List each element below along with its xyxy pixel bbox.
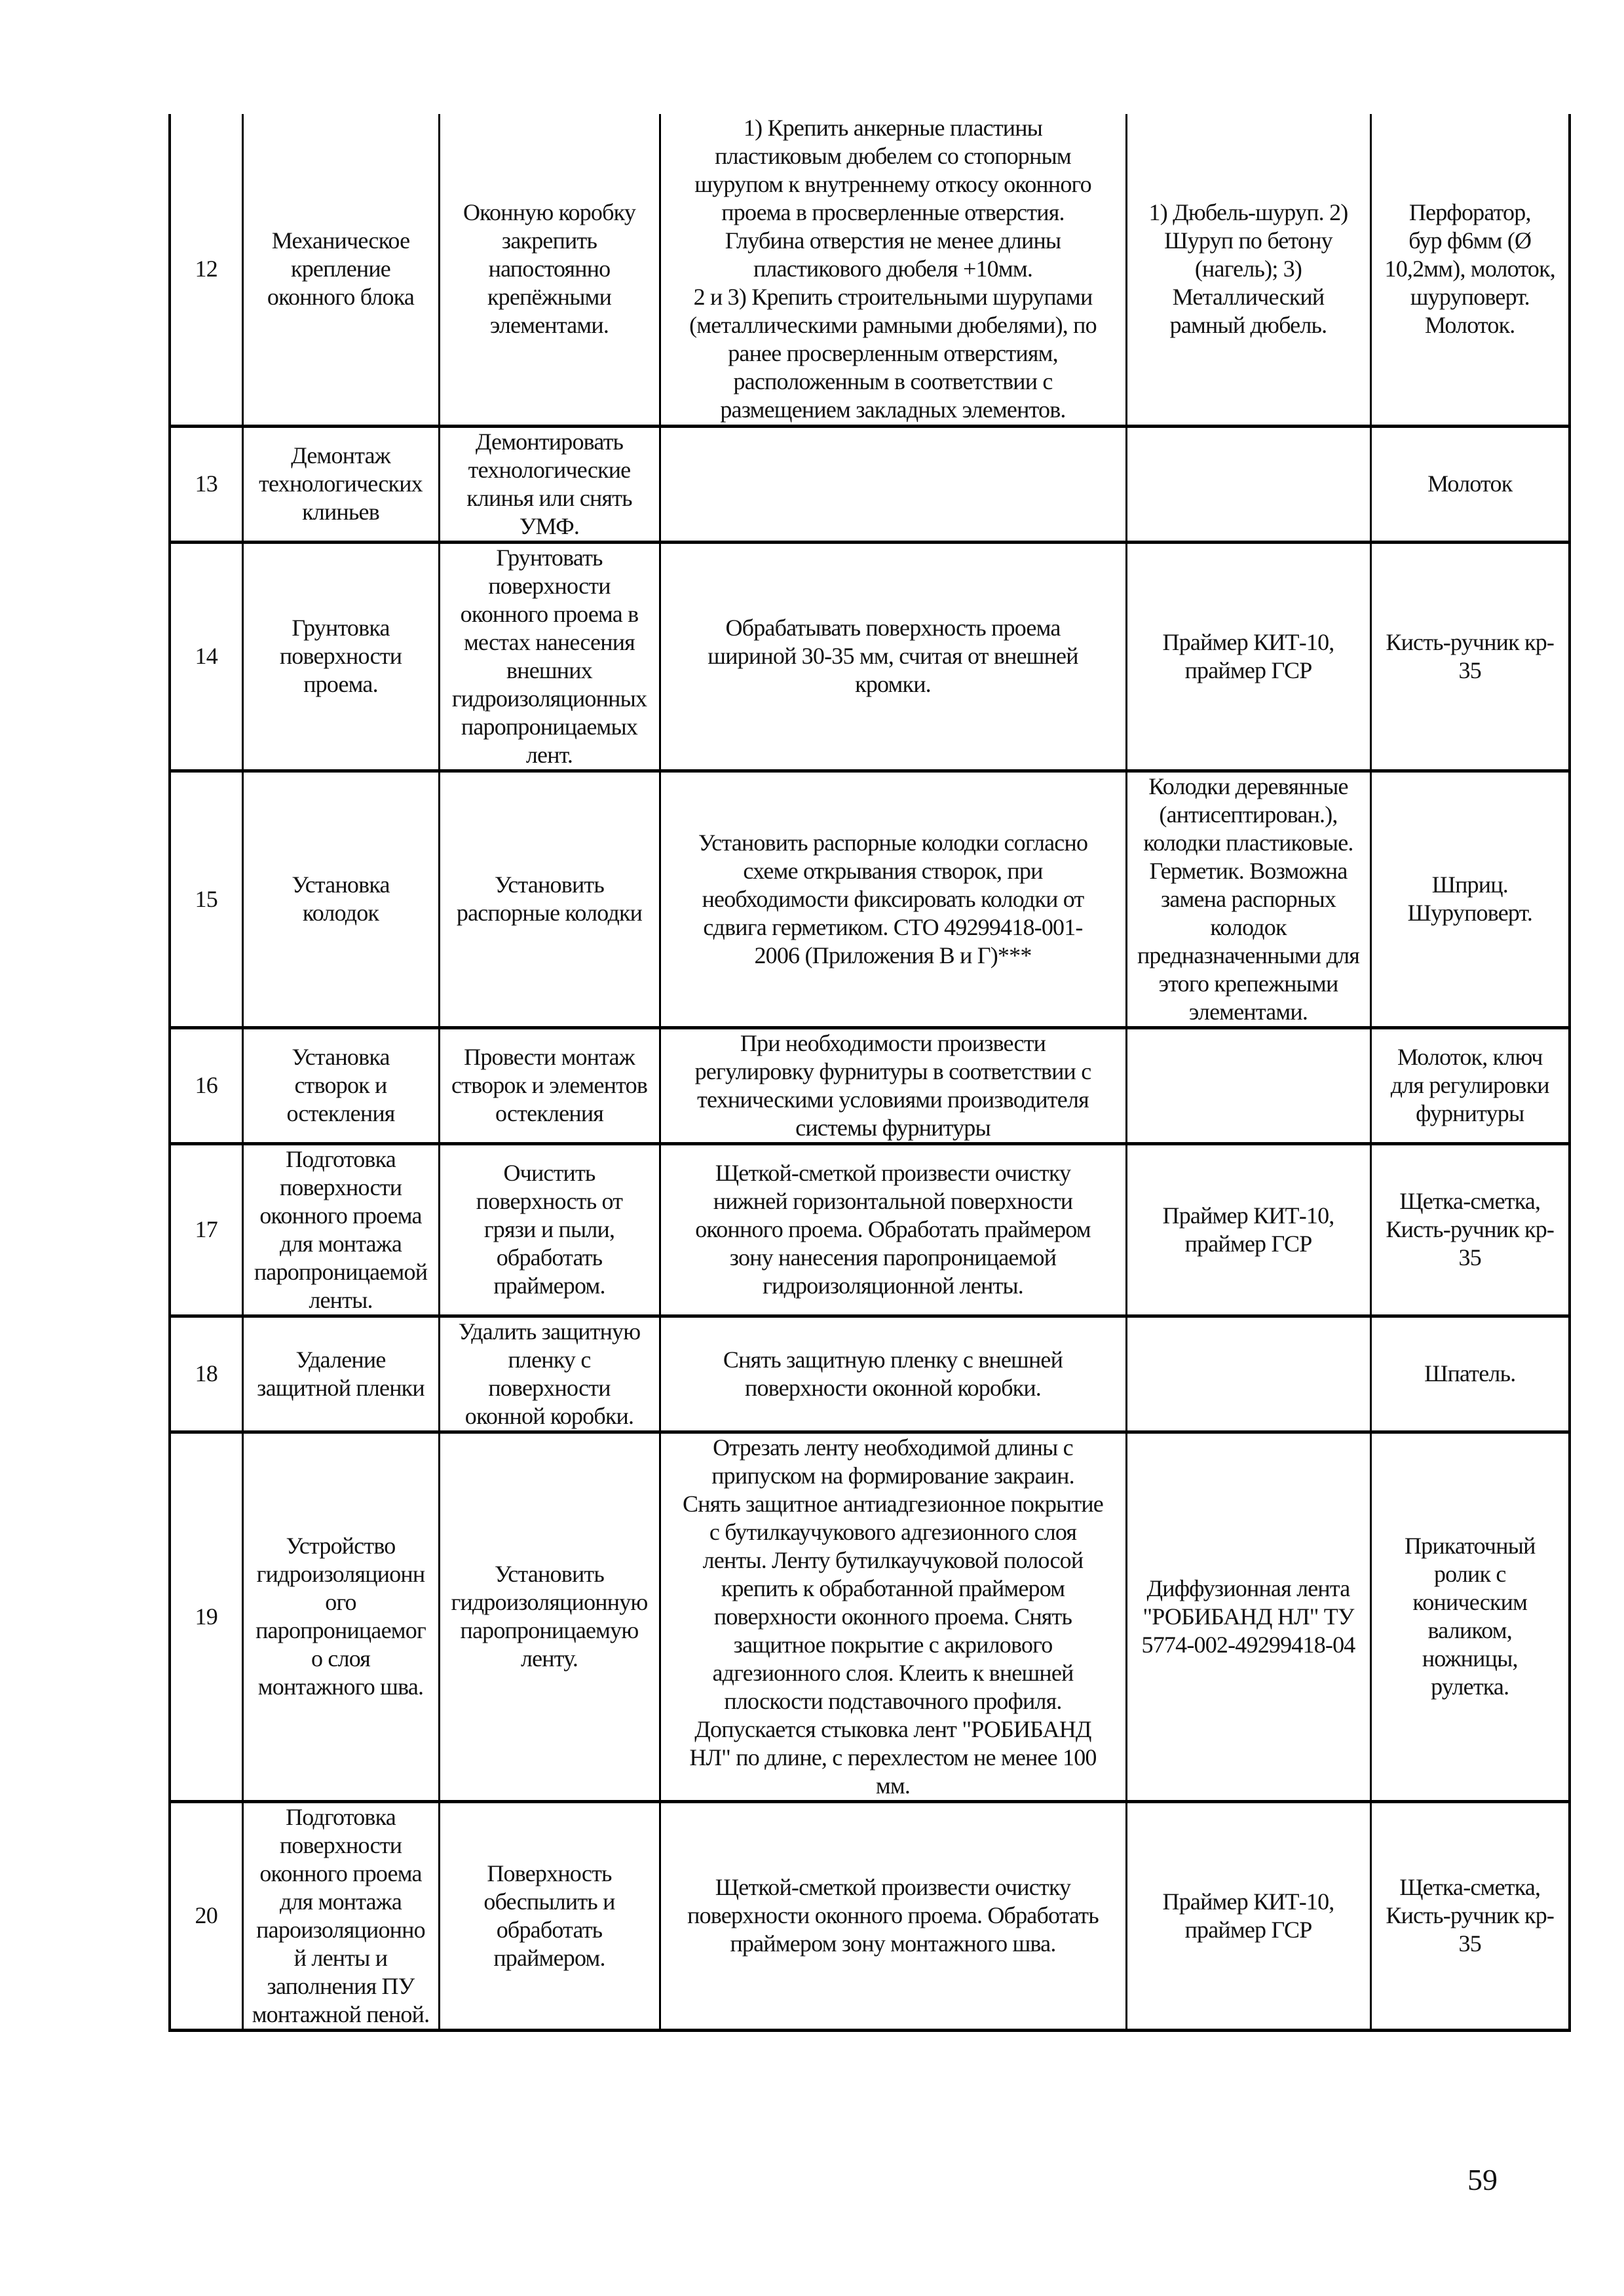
cell-step-name: Подготовка поверхности оконного проема для монтажа паропроницаемой ленты.: [242, 1143, 439, 1316]
page-number: 59: [1467, 2163, 1498, 2196]
table-row: [170, 1143, 1570, 1316]
cell-row-number: 19: [170, 1432, 242, 1801]
cell-materials: [1126, 1316, 1370, 1432]
cell-tools: Кисть-ручник кр- 35: [1370, 542, 1570, 771]
cell-row-number: 17: [170, 1143, 242, 1316]
cell-step-name: Демонтаж технологических клиньев: [242, 426, 439, 542]
table-row: [170, 771, 1570, 1027]
cell-materials: Праймер КИТ-10, праймер ГСР: [1126, 1801, 1370, 2030]
cell-materials: 1) Дюбель-шуруп. 2) Шуруп по бетону (нагель); 3) Металлический рамный дюбель.: [1126, 114, 1370, 426]
cell-step-name: Устройство гидроизоляционн ого паропроницаемог о слоя монтажного шва.: [242, 1432, 439, 1801]
cell-instructions: Обрабатывать поверхность проема шириной 30-35 мм, считая от внешней кромки.: [660, 542, 1126, 771]
cell-instructions: Отрезать ленту необходимой длины с припуском на формирование закраин. Снять защитное антиадгезионное покрытие с бутилкаучукового адгезионного слоя ленты. Ленту бутилкаучуковой полосой крепить к обработанной праймером поверхности оконного проема. Снять защитное покрытие с акрилового адгезионного слоя. Клеить к внешней плоскости подставочного профиля. Допускается стыковка лент "РОБИБАНД НЛ" по длине, с перехлестом не менее 100 мм.: [660, 1432, 1126, 1801]
cell-step-name: Удаление защитной пленки: [242, 1316, 439, 1432]
cell-operation: Поверхность обеспылить и обработать праймером.: [439, 1801, 660, 2030]
cell-materials: Диффузионная лента "РОБИБАНД НЛ" ТУ 5774-002-49299418-04: [1126, 1432, 1370, 1801]
cell-materials: Праймер КИТ-10, праймер ГСР: [1126, 542, 1370, 771]
table-row: [170, 542, 1570, 771]
cell-tools: Молоток, ключ для регулировки фурнитуры: [1370, 1027, 1570, 1143]
table-row: [170, 1027, 1570, 1143]
cell-step-name: Установка створок и остекления: [242, 1027, 439, 1143]
cell-instructions: Щеткой-сметкой произвести очистку нижней горизонтальной поверхности оконного проема. Обработать праймером зону нанесения паропроницаемой гидроизоляционной ленты.: [660, 1143, 1126, 1316]
cell-materials: Колодки деревянные (антисептирован.), колодки пластиковые. Герметик. Возможна замена распорных колодок предназначенными для этого крепежными элементами.: [1126, 771, 1370, 1027]
cell-materials: [1126, 426, 1370, 542]
table-row: [170, 1316, 1570, 1432]
cell-operation: Грунтовать поверхности оконного проема в местах нанесения внешних гидроизоляционных паропроницаемых лент.: [439, 542, 660, 771]
cell-tools: Шприц. Шуруповерт.: [1370, 771, 1570, 1027]
cell-operation: Установить гидроизоляционную паропроницаемую ленту.: [439, 1432, 660, 1801]
table-row: [170, 426, 1570, 542]
cell-operation: Удалить защитную пленку с поверхности оконной коробки.: [439, 1316, 660, 1432]
cell-instructions: 1) Крепить анкерные пластины пластиковым дюбелем со стопорным шурупом к внутреннему откосу оконного проема в просверленные отверстия. Глубина отверстия не менее длины пластикового дюбеля +10мм. 2 и 3) Крепить строительными шурупами (металлическими рамными дюбелями), по ранее просверленным отверстиям, расположенным в соответствии с размещением закладных элементов.: [660, 114, 1126, 426]
cell-step-name: Грунтовка поверхности проема.: [242, 542, 439, 771]
cell-row-number: 15: [170, 771, 242, 1027]
cell-tools: Шпатель.: [1370, 1316, 1570, 1432]
cell-row-number: 18: [170, 1316, 242, 1432]
cell-materials: Праймер КИТ-10, праймер ГСР: [1126, 1143, 1370, 1316]
cell-instructions: При необходимости произвести регулировку фурнитуры в соответствии с техническими условиями производителя системы фурнитуры: [660, 1027, 1126, 1143]
table-row: [170, 1801, 1570, 2030]
cell-instructions: Щеткой-сметкой произвести очистку поверхности оконного проема. Обработать праймером зону монтажного шва.: [660, 1801, 1126, 2030]
cell-operation: Демонтировать технологические клинья или снять УМФ.: [439, 426, 660, 542]
cell-operation: Провести монтаж створок и элементов остекления: [439, 1027, 660, 1143]
cell-instructions: [660, 426, 1126, 542]
cell-operation: Оконную коробку закрепить напостоянно крепёжными элементами.: [439, 114, 660, 426]
cell-tools: Щетка-сметка, Кисть-ручник кр- 35: [1370, 1143, 1570, 1316]
cell-instructions: Установить распорные колодки согласно схеме открывания створок, при необходимости фиксировать колодки от сдвига герметиком. СТО 49299418-001- 2006 (Приложения В и Г)***: [660, 771, 1126, 1027]
cell-step-name: Установка колодок: [242, 771, 439, 1027]
cell-tools: Щетка-сметка, Кисть-ручник кр- 35: [1370, 1801, 1570, 2030]
cell-step-name: Подготовка поверхности оконного проема для монтажа пароизоляционно й ленты и заполнения ПУ монтажной пеной.: [242, 1801, 439, 2030]
cell-tools: Прикаточный ролик с коническим валиком, ножницы, рулетка.: [1370, 1432, 1570, 1801]
cell-tools: Молоток: [1370, 426, 1570, 542]
cell-operation: Установить распорные колодки: [439, 771, 660, 1027]
cell-instructions: Снять защитную пленку с внешней поверхности оконной коробки.: [660, 1316, 1126, 1432]
cell-row-number: 13: [170, 426, 242, 542]
cell-row-number: 16: [170, 1027, 242, 1143]
cell-step-name: Механическое крепление оконного блока: [242, 114, 439, 426]
work-procedure-table: [168, 114, 1571, 2032]
cell-materials: [1126, 1027, 1370, 1143]
table-row: [170, 1432, 1570, 1801]
table-row: [170, 114, 1570, 426]
cell-row-number: 12: [170, 114, 242, 426]
cell-operation: Очистить поверхность от грязи и пыли, обработать праймером.: [439, 1143, 660, 1316]
cell-tools: Перфоратор, бур ф6мм (Ø 10,2мм), молоток, шуруповерт. Молоток.: [1370, 114, 1570, 426]
cell-row-number: 14: [170, 542, 242, 771]
cell-row-number: 20: [170, 1801, 242, 2030]
